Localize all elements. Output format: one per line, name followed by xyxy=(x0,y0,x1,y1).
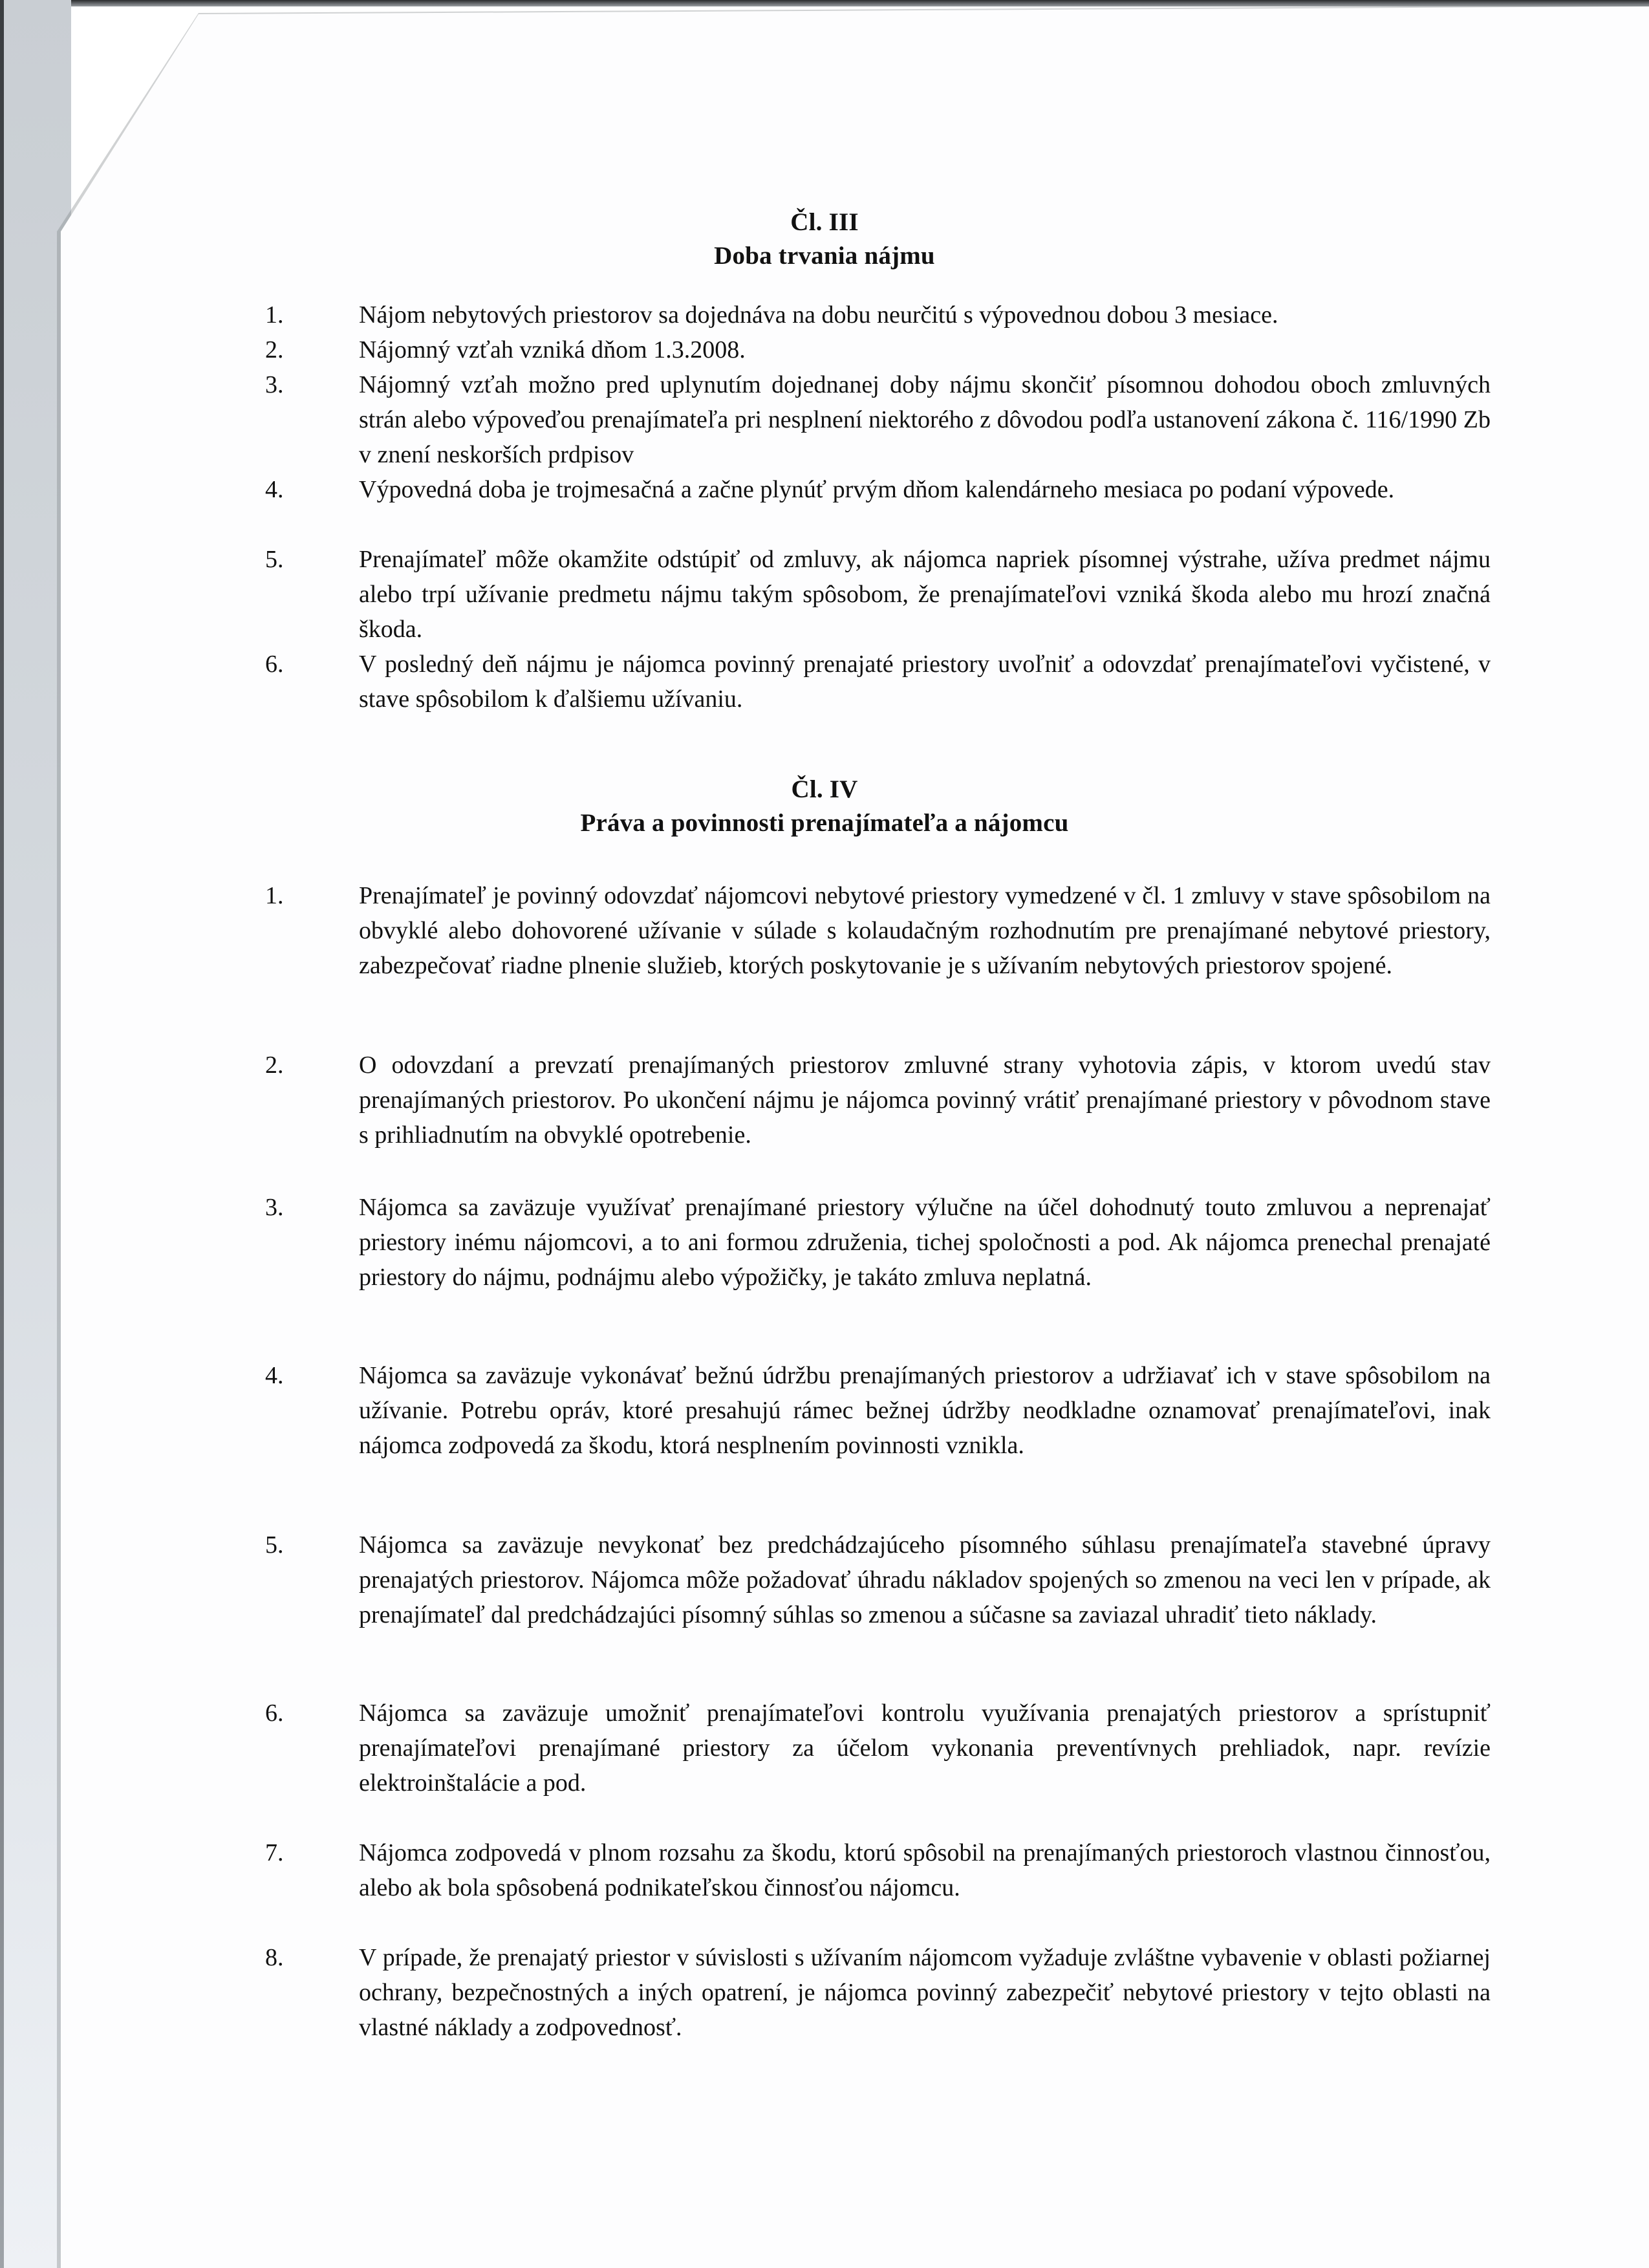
clause-text: Nájom nebytových priestorov sa dojednáva na dobu neurčitú s výpovednou dobou 3 mesiace. xyxy=(359,301,1278,329)
article-iv-heading xyxy=(0,773,1649,840)
clause-text: V prípade, že prenajatý priestor v súvislosti s užívaním nájomcom vyžaduje zvláštne vybavenie v oblasti požiarnej ochrany, bezpečnostných a iných opatrení, je nájomca povinný zabezpečiť nebytové priestory v tejto oblasti na vlastné náklady a zodpovednosť. xyxy=(359,1944,1491,2041)
article-title: Doba trvania nájmu xyxy=(714,242,935,270)
clause-text: V posledný deň nájmu je nájomca povinný prenajaté priestory uvoľniť a odovzdať prenajímateľovi vyčistené, v stave spôsobilom k ďalšiemu užívaniu. xyxy=(359,651,1491,713)
clause-text: Prenajímateľ môže okamžite odstúpiť od zmluvy, ak nájomca napriek písomnej výstrahe, užíva predmet nájmu alebo trpí užívanie predmetu nájmu takým spôsobom, že prenajímateľovi vzniká škoda alebo mu hrozí značná škoda. xyxy=(359,546,1491,643)
clause-number: 4. xyxy=(265,1362,284,1389)
scanner-top-edge xyxy=(0,0,1649,6)
clause-item xyxy=(265,1696,1491,1800)
clause-number: 7. xyxy=(265,1839,284,1866)
clause-text: Nájomný vzťah možno pred uplynutím dojednanej doby nájmu skončiť písomnou dohodou oboch zmluvných strán alebo výpoveďou prenajímateľa pri nesplnení niektorého z dôvodou podľa ustanovení zákona č. 116/1990 Zb v znení neskorších prdpisov xyxy=(359,371,1491,468)
clause-item xyxy=(265,1048,1491,1152)
clause-number: 6. xyxy=(265,651,284,678)
clause-text: Nájomca sa zaväzuje umožniť prenajímateľovi kontrolu využívania prenajatých priestorov a sprístupniť prenajímateľovi prenajímané priestory za účelom vykonania preventívnych prehliadok, napr. revízie elektroinštalácie a pod. xyxy=(359,1700,1491,1797)
clause-number: 6. xyxy=(265,1700,284,1727)
article-number: Čl. IV xyxy=(791,775,858,803)
clause-item xyxy=(265,332,1491,367)
clause-number: 5. xyxy=(265,1531,284,1559)
clause-item xyxy=(265,472,1491,507)
clause-number: 3. xyxy=(265,1194,284,1221)
article-number: Čl. III xyxy=(790,208,859,236)
clause-text: Nájomca sa zaväzuje využívať prenajímané priestory výlučne na účel dohodnutý touto zmluvou a neprenajať priestory inému nájomcovi, a to ani formou združenia, tichej spoločnosti a pod. Ak nájomca prenechal prenajaté priestory do nájmu, podnájmu alebo výpožičky, je takáto zmluva neplatná. xyxy=(359,1194,1491,1291)
clause-item xyxy=(265,542,1491,647)
clause-number: 8. xyxy=(265,1944,284,1971)
clause-number: 2. xyxy=(265,1052,284,1079)
clause-number: 1. xyxy=(265,301,284,329)
article-iii-heading xyxy=(0,206,1649,273)
clause-number: 3. xyxy=(265,371,284,398)
clause-item xyxy=(265,1940,1491,2045)
clause-item xyxy=(265,1835,1491,1905)
clause-text: Výpovedná doba je trojmesačná a začne plynúť prvým dňom kalendárneho mesiaca po podaní výpovede. xyxy=(359,476,1395,503)
clause-item xyxy=(265,1190,1491,1295)
clause-item xyxy=(265,1528,1491,1632)
clause-item xyxy=(265,367,1491,472)
clause-text: Prenajímateľ je povinný odovzdať nájomcovi nebytové priestory vymedzené v čl. 1 zmluvy v stave spôsobilom na obvyklé alebo dohovorené užívanie v súlade s kolaudačným rozhodnutím pre prenajímané nebytové priestory, zabezpečovať riadne plnenie služieb, ktorých poskytovanie je s užívaním nebytových priestorov spojené. xyxy=(359,882,1491,979)
clause-item xyxy=(265,1358,1491,1463)
clause-item xyxy=(265,297,1491,332)
clause-text: Nájomný vzťah vzniká dňom 1.3.2008. xyxy=(359,336,746,363)
clause-text: Nájomca sa zaväzuje vykonávať bežnú údržbu prenajímaných priestorov a udržiavať ich v stave spôsobilom na užívanie. Potrebu opráv, ktoré presahujú rámec bežnej údržby neodkladne oznamovať prenajímateľovi, inak nájomca zodpovedá za škodu, ktorá nesplnením povinnosti vznikla. xyxy=(359,1362,1491,1459)
clause-text: Nájomca sa zaväzuje nevykonať bez predchádzajúceho písomného súhlasu prenajímateľa stavebné úpravy prenajatých priestorov. Nájomca môže požadovať úhradu nákladov spojených so zmenou na veci len v prípade, ak prenajímateľ dal predchádzajúci písomný súhlas so zmenou a súčasne sa zaviazal uhradiť tieto náklady. xyxy=(359,1531,1491,1628)
clause-number: 2. xyxy=(265,336,284,363)
clause-number: 1. xyxy=(265,882,284,909)
clause-text: O odovzdaní a prevzatí prenajímaných priestorov zmluvné strany vyhotovia zápis, v ktorom uvedú stav prenajímaných priestorov. Po ukončení nájmu je nájomca povinný vrátiť prenajímané priestory v pôvodnom stave s prihliadnutím na obvyklé opotrebenie. xyxy=(359,1052,1491,1149)
clause-item xyxy=(265,878,1491,983)
clause-number: 4. xyxy=(265,476,284,503)
article-title: Práva a povinnosti prenajímateľa a nájomcu xyxy=(580,809,1069,837)
clause-number: 5. xyxy=(265,546,284,573)
clause-item xyxy=(265,647,1491,717)
scanner-left-edge xyxy=(0,0,4,2268)
clause-text: Nájomca zodpovedá v plnom rozsahu za škodu, ktorú spôsobil na prenajímaných priestoroch vlastnou činnosťou, alebo ak bola spôsobená podnikateľskou činnosťou nájomcu. xyxy=(359,1839,1491,1901)
